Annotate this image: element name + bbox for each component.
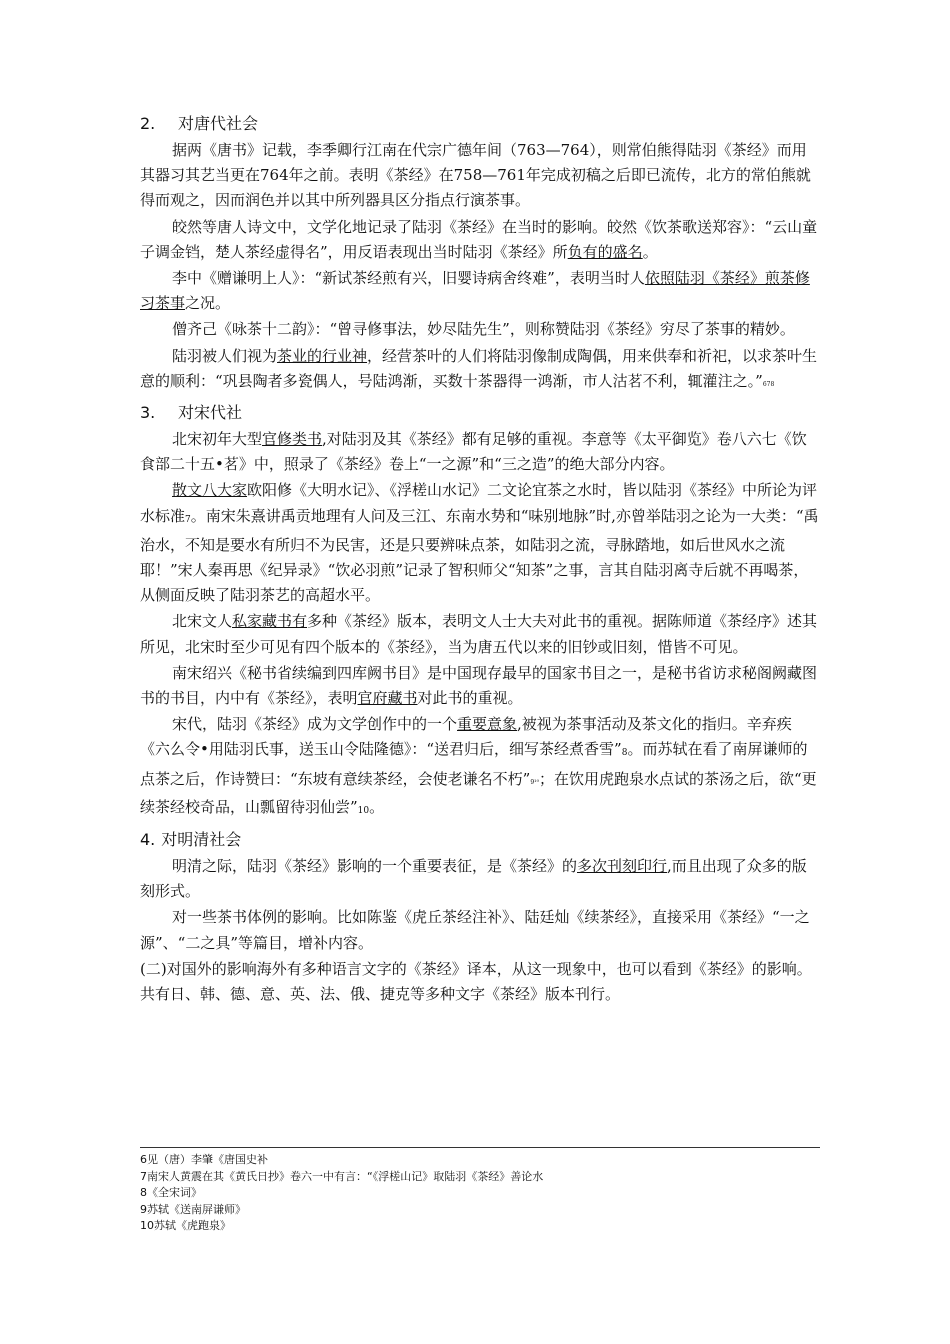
footnote: 6见（唐）李肇《唐国史补 [140,1153,268,1166]
underlined-text: 依照陆羽《茶经》煎茶修习茶事 [140,269,810,313]
paragraph: 据两《唐书》记载，李季卿行江南在代宗广德年间（763—764），则常伯熊得陆羽《茶经》而用其器习其艺当更在764年之前。表明《茶经》在758—761年完成初稿之后即已流传，北方的常伯熊就得而观之，因而润色并以其中所列器具区分指点行演茶事。 [140,141,811,210]
underlined-text: 私家藏书有 [232,612,308,631]
paragraph [140,427,820,477]
underlined-text: 茶业的行业神 [277,346,368,365]
section-4-number: 4. [140,830,156,850]
text-run: 北宋文人 [172,612,233,631]
text-run: ,而且出现了众多的版刻形式。 [140,857,807,901]
footnote: 9苏轼《送南屏谦师》 [140,1202,246,1216]
footnote-marker: 9¹⁰ [530,778,539,786]
text-run: 多种《茶经》版本，表明文人士大夫对此书的重视。据陈师道《茶经序》述其所见，北宋时至少可见有四个版本的《茶经》，当为唐五代以来的旧钞或旧刻，惜皆不可见。 [140,612,818,656]
section-3-heading [140,399,820,426]
underlined-text: 官修类书 [262,430,323,449]
text-run: 南宋绍兴《秘书省续编到四库阙书目》是中国现存最早的国家书目之一，是秘书省访求秘阁阙藏图书的书目，内中有《茶经》，表明 [140,663,818,708]
text-run: 皎然等唐人诗文中，文学化地记录了陆羽《茶经》在当时的影响。皎然《饮茶歌送郑容》：“云山童子调金铛，楚人茶经虚得名”，用反语表现出当时陆羽《茶经》所 [140,217,818,261]
section-4-heading [140,826,820,853]
underlined-text: 官府藏书 [357,689,418,708]
footnote: 8《全宋词》 [140,1186,202,1200]
footnotes [140,1147,820,1235]
paragraph [140,266,820,316]
text-run: ，经营茶叶的人们将陆羽像制成陶偶，用来供奉和祈祀，以求茶叶生意的顺利：“巩县陶者多瓷偶人，号陆鸿渐，买数十茶器得一鸿渐，市人沽茗不利，辄灌注之。” [140,346,818,390]
text-run: ；在饮用虎跑泉水点试的茶汤之后，欲“更续茶经校奇品，山瓢留待羽仙尝” [140,769,817,816]
text-run: 。 [642,242,658,261]
paragraph: 对一些茶书体例的影响。比如陈鉴《虎丘茶经注补》、陆廷灿《续茶经》，直接采用《茶经》“一之源”、“二之具”等篇目，增补内容。 [140,908,810,952]
text-run: 。南宋朱熹讲禹贡地理有人问及三江、东南水势和“味别地脉”时,亦曾举陆羽之论为一大类：“禹治水，不知是要水有所归不为民害，还是只要辨味点茶，如陆羽之流，寻脉踏地，如后世风水之流耶！”宋人秦再思《纪异录》“饮必羽煎”记录了智积师父“知茶”之事，言其自陆羽离寺后就不再喝茶，从侧面反映了陆羽茶艺的高超水平。 [140,506,819,605]
foreign-influence-paragraph: (二)对国外的影响海外有多种语言文字的《茶经》译本，从这一现象中，也可以看到《茶经》的影响。共有日、韩、德、意、英、法、俄、捷克等多种文字《茶经》版本刊行。 [140,959,812,1004]
paragraph [140,712,820,824]
text-run: 宋代，陆羽《茶经》成为文学创作中的一个 [172,715,458,734]
section-2-title: 对唐代社会 [178,114,259,133]
footnote-marker: 8 [621,748,628,759]
text-run: 北宋初年大型 [172,430,263,449]
paragraph [140,478,820,608]
section-4-title: 对明清社会 [161,830,242,850]
underlined-text: 散文八大家 [172,481,248,500]
underlined-text: 重要意象 [457,715,518,734]
section-2-heading [140,110,820,137]
paragraph [140,854,820,904]
underlined-text: 负有的盛名 [567,242,643,261]
paragraph [140,661,820,711]
text-run: 明清之际，陆羽《茶经》影响的一个重要表征，是《茶经》的 [172,857,578,876]
section-3-number: 3. [140,403,156,423]
document-body [140,108,820,1008]
footnote-separator [140,1147,820,1148]
footnote: 7南宋人黄震在其《黄氏日抄》卷六一中有言：“《浮槎山记》取陆羽《茶经》善论水 [140,1169,544,1183]
text-run: 对此书的重视。 [417,689,523,708]
text-run: 。而苏轼在看了南屏谦师的点茶之后，作诗赞曰：“东坡有意续茶经，会使老谦名不朽” [140,740,808,788]
text-run: 欧阳修《大明水记》、《浮槎山水记》二文论宜茶之水时，皆以陆羽《茶经》中所论为评水标准 [140,481,818,525]
paragraph: 僧齐己《咏茶十二韵》：“曾寻修事法，妙尽陆先生”，则称赞陆羽《茶经》穷尽了茶事的精妙。 [172,320,795,339]
text-run: 。 [369,797,385,816]
underlined-text: 多次刊刻印行 [577,857,668,876]
text-run: 陆羽被人们视为 [172,346,278,365]
footnote-marker: 678 [762,380,775,388]
text-run: 李中《赠谦明上人》：“新试茶经煎有兴，旧婴诗病舍终难”，表明当时人 [172,269,645,288]
paragraph [140,215,820,265]
section-2-number: 2. [140,114,156,133]
footnote-marker: 7 [185,514,191,525]
text-run: 之况。 [185,294,231,313]
paragraph [140,609,820,659]
footnote: 10苏轼《虎跑泉》 [140,1219,231,1233]
text-run: ,对陆羽及其《茶经》都有足够的重视。李意等《太平御览》卷八六七《饮食部二十五•茗》中，照录了《茶经》卷上“一之源”和“三之造”的绝大部分内容。 [140,430,807,474]
section-3-title: 对宋代社 [178,403,243,423]
text-run: ,被视为茶事活动及茶文化的指归。辛弃疾《六么令•用陆羽氏事，送玉山令陆隆德》：“送君归后，细写茶经煮香雪” [140,715,792,759]
paragraph [140,344,820,397]
footnote-marker: 10 [357,805,370,816]
